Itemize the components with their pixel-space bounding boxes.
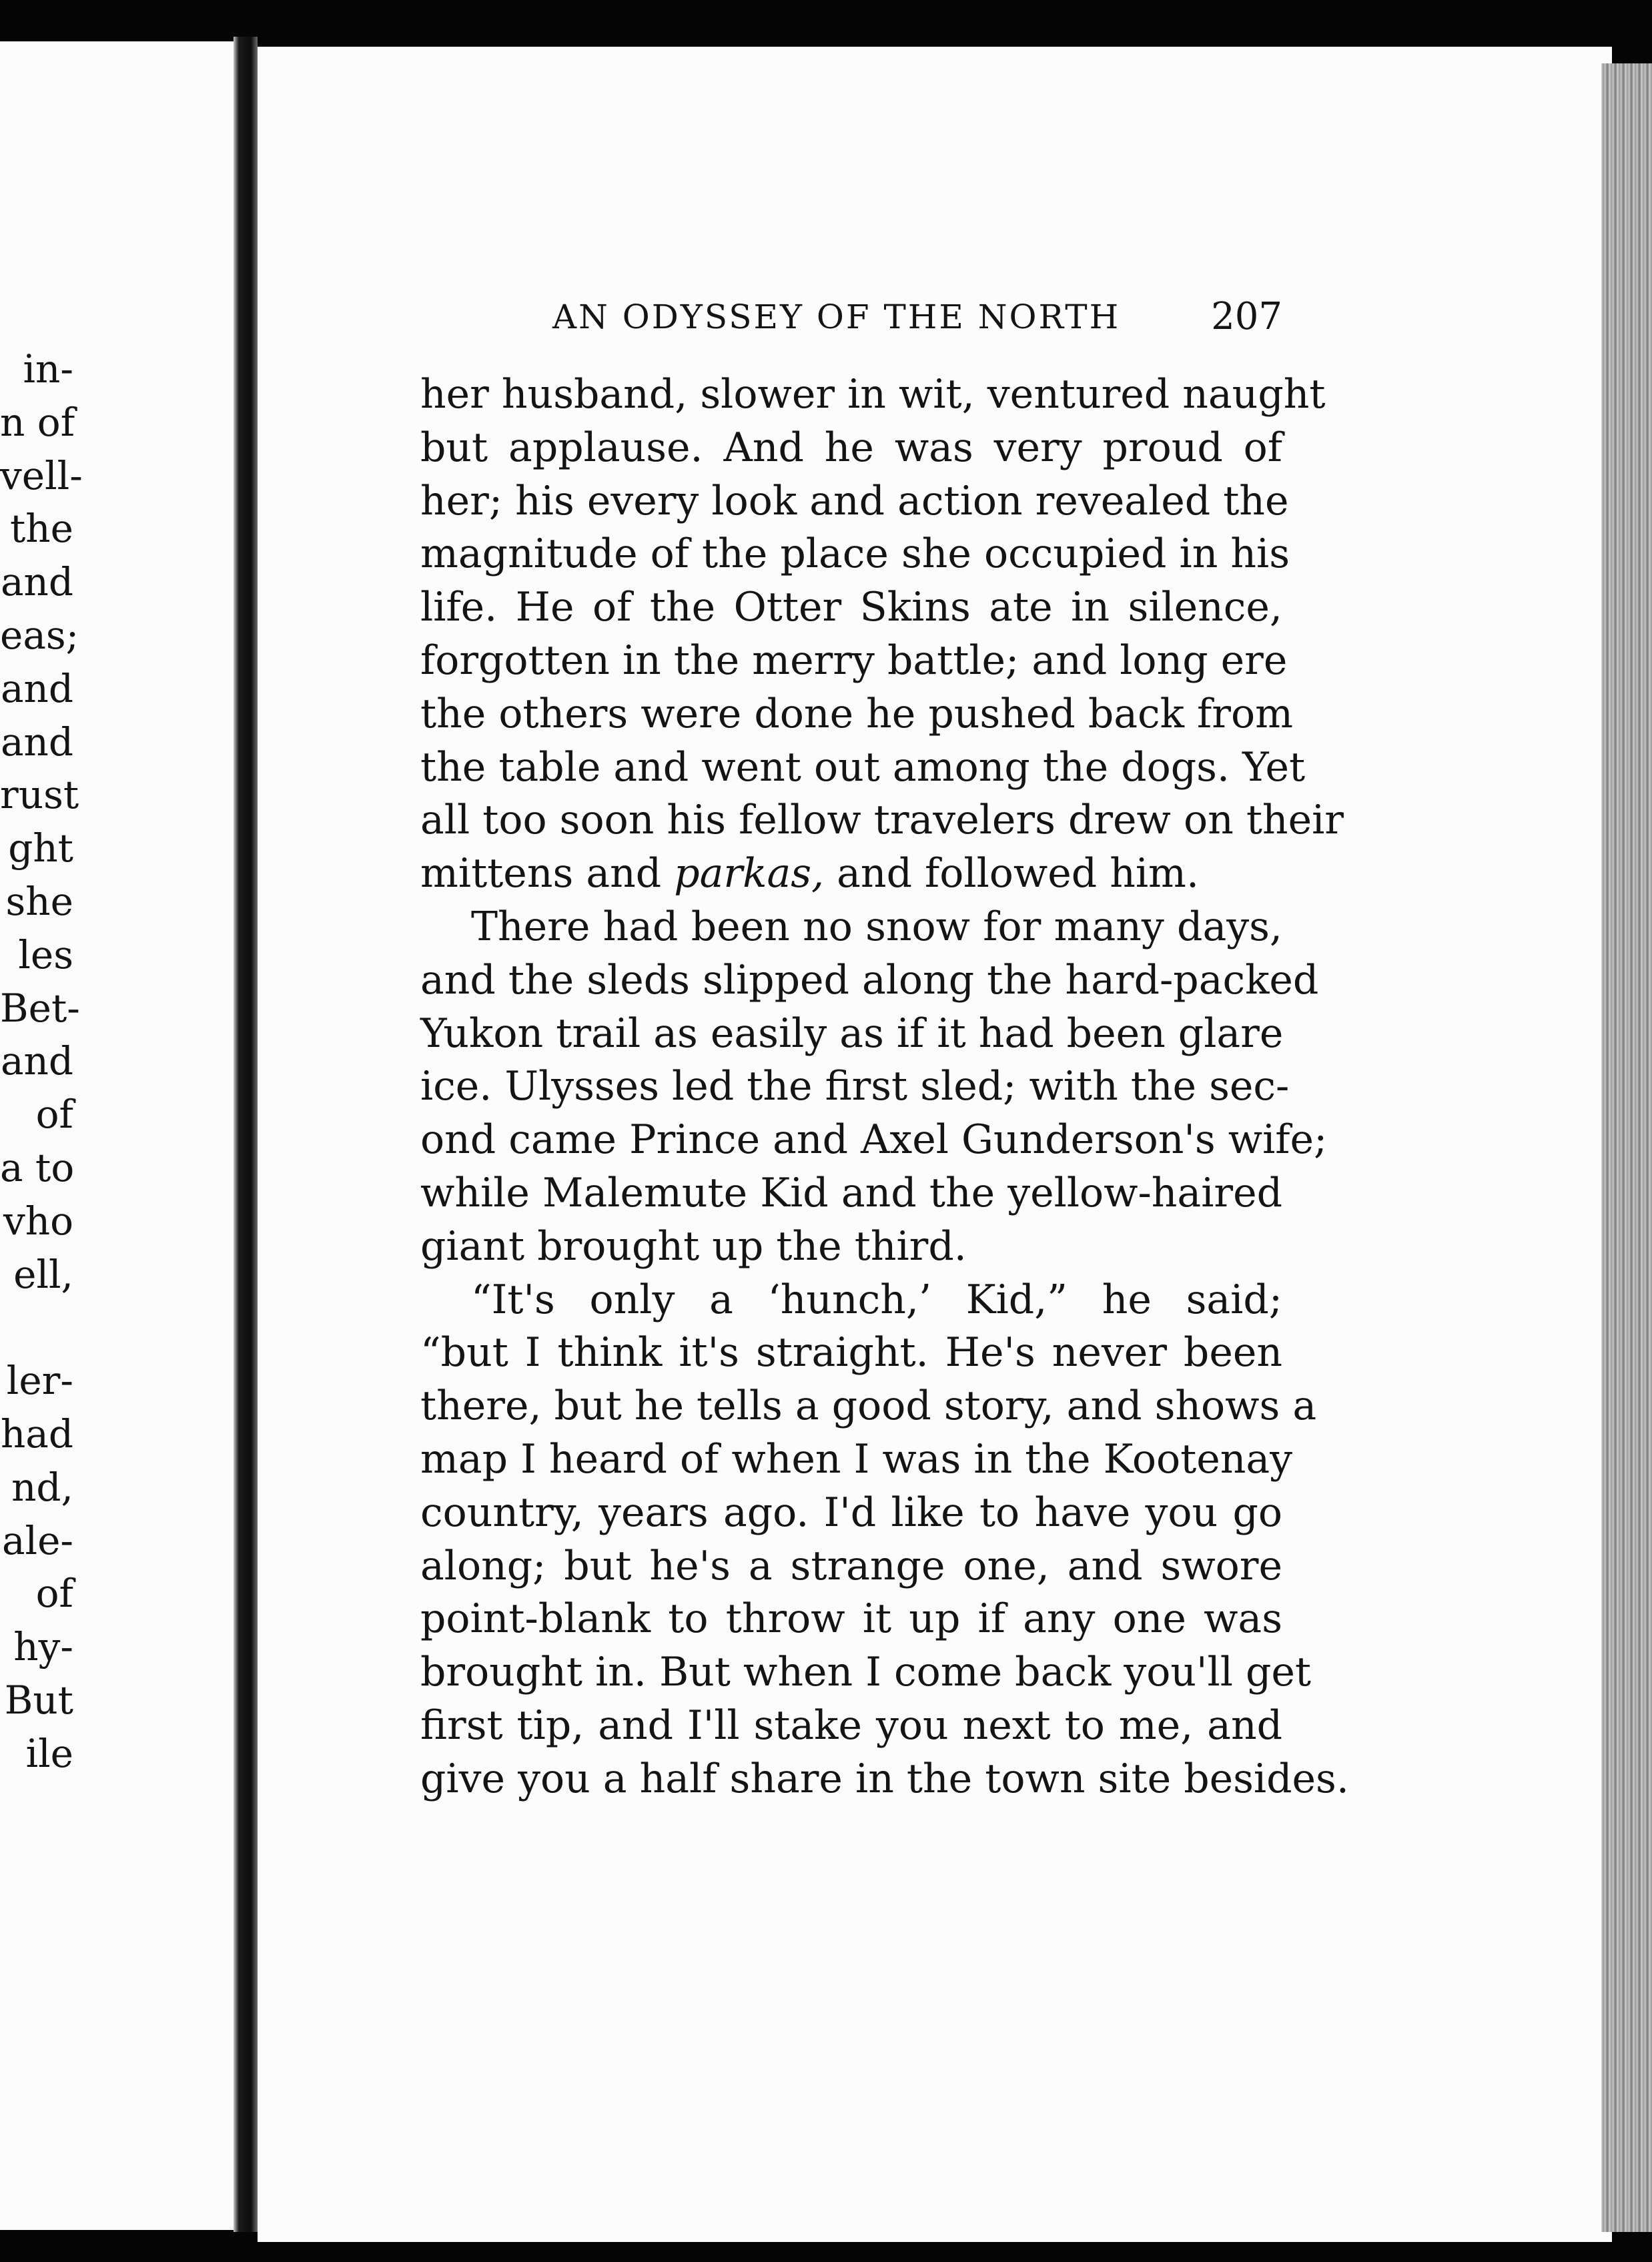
left-fragment: ile — [25, 1730, 73, 1776]
left-fragment: a to — [0, 1144, 75, 1190]
text-line: There had been no snow for many days, — [471, 903, 1282, 950]
text-line-end: and followed him. — [824, 850, 1200, 897]
text-line: there, but he tells a good story, and shows a — [420, 1383, 1317, 1430]
text-line: give you a half share in the town site besides. — [420, 1755, 1349, 1802]
left-fragment: ler- — [6, 1358, 73, 1404]
left-fragment: ale- — [1, 1517, 73, 1563]
left-page-text-fragments — [0, 343, 83, 1781]
left-fragment: les — [18, 931, 73, 978]
text-line-start: mittens and — [420, 850, 675, 897]
body-text — [420, 368, 1349, 1806]
left-fragment: ght — [8, 825, 73, 871]
left-fragment: n of — [0, 399, 75, 445]
text-line — [420, 847, 1282, 901]
left-fragment: of — [35, 1571, 73, 1617]
text-line: giant brought up the third. — [420, 1222, 967, 1270]
text-line: the others were done he pushed back from — [420, 690, 1293, 737]
text-line: ond came Prince and Axel Gunderson's wife; — [420, 1116, 1328, 1164]
left-fragment: she — [5, 878, 73, 924]
text-line: while Malemute Kid and the yellow-haired — [420, 1169, 1282, 1216]
left-fragment: had — [0, 1411, 73, 1457]
left-fragment: and — [0, 1038, 73, 1084]
left-fragment: eas; — [0, 612, 79, 658]
page-number: 207 — [1211, 295, 1282, 338]
text-line: “but I think it's straight. He's never been — [420, 1329, 1282, 1377]
text-line: her; his every look and action revealed the — [420, 477, 1289, 524]
text-line: brought in. But when I come back you'll get — [420, 1649, 1312, 1696]
text-line: the table and went out among the dogs. Yet — [420, 743, 1306, 791]
running-title: AN ODYSSEY OF THE NORTH — [552, 298, 1121, 336]
text-line: all too soon his fellow travelers drew on their — [420, 797, 1344, 844]
left-fragment: in- — [23, 346, 73, 392]
text-line: along; but he's a strange one, and swore — [420, 1542, 1282, 1589]
left-fragment: and — [0, 559, 73, 605]
left-fragment: vell- — [0, 452, 83, 498]
text-line: first tip, and I'll stake you next to me, and — [420, 1702, 1282, 1749]
book-gutter — [234, 37, 258, 2232]
left-fragment: and — [0, 665, 73, 711]
text-line: but applause. And he was very proud of — [420, 424, 1282, 471]
text-line: ice. Ulysses led the first sled; with the sec- — [420, 1063, 1290, 1110]
text-line: forgotten in the merry battle; and long ere — [420, 637, 1288, 684]
left-fragment: vho — [3, 1198, 73, 1244]
running-head — [427, 292, 1282, 346]
text-line: life. He of the Otter Skins ate in silence, — [420, 584, 1282, 631]
left-fragment: and — [0, 719, 73, 765]
italic-word: parkas, — [674, 850, 825, 897]
text-line: “It's only a ‘hunch,’ Kid,” he said; — [471, 1276, 1282, 1323]
left-fragment: But — [4, 1677, 73, 1723]
left-fragment: Bet- — [0, 985, 80, 1031]
left-fragment: rust — [0, 772, 79, 818]
left-fragment: hy- — [13, 1624, 73, 1670]
left-fragment — [0, 1301, 73, 1355]
left-fragment: the — [10, 506, 73, 552]
text-line: point-blank to throw it up if any one was — [420, 1595, 1282, 1643]
left-fragment: nd, — [11, 1464, 73, 1510]
text-line: her husband, slower in wit, ventured naught — [420, 371, 1326, 418]
text-line: country, years ago. I'd like to have you go — [420, 1489, 1282, 1536]
page-edges — [1601, 63, 1652, 2232]
left-fragment: ell, — [13, 1251, 73, 1297]
text-line: and the sleds slipped along the hard-packed — [420, 956, 1319, 1004]
text-line: Yukon trail as easily as if it had been glare — [420, 1010, 1284, 1057]
text-line: map I heard of when I was in the Kootenay — [420, 1435, 1293, 1483]
left-fragment: of — [35, 1092, 73, 1138]
text-line: magnitude of the place she occupied in his — [420, 530, 1290, 578]
